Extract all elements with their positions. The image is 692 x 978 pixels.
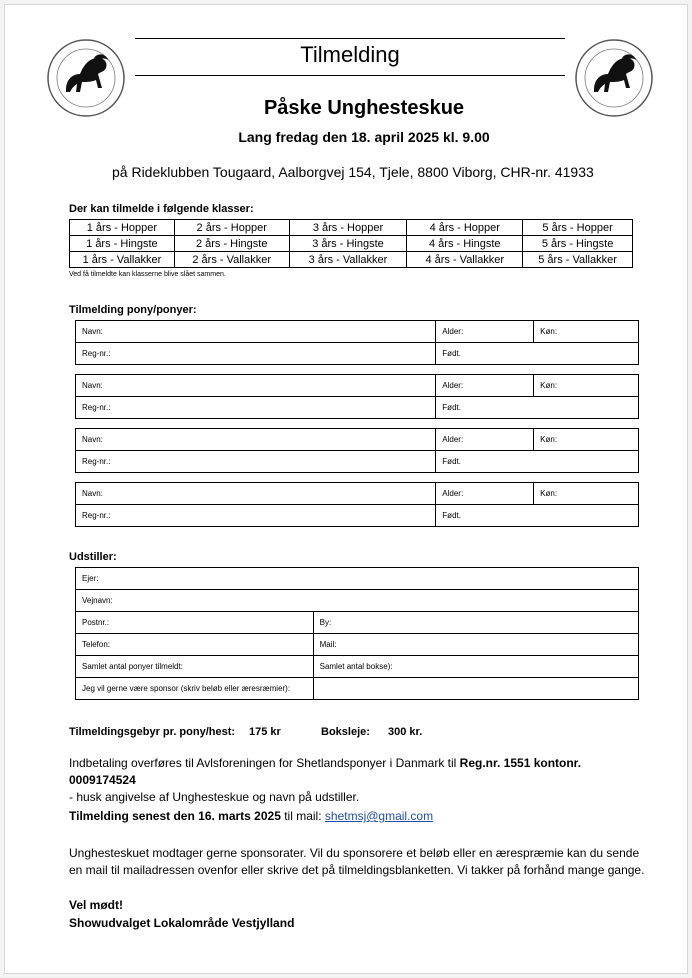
payment-text: Indbetaling overføres til Avlsforeningen for Shetlandsponyer i Danmark til Reg.nr. 1551 kontonr. 0009174524 - husk angivelse af Unghesteskue og navn på udstiller. xyxy=(69,756,582,804)
sponsor-paragraph: Unghesteskuet modtager gerne sponsorater. Vil du sponsorere et beløb eller en ærespræmie kan du sende en mail til mailadressen ovenfor eller skrive det på tilmeldingsblanketten. Vi takker på forhånd mange gange. xyxy=(69,846,645,877)
email-link[interactable]: shetmsj@gmail.com xyxy=(324,809,434,823)
class-cell: 2 års - Hingste xyxy=(174,236,289,252)
pony-sex-field[interactable]: Køn: xyxy=(534,321,639,343)
class-row xyxy=(70,236,633,252)
class-cell: 4 års - Hopper xyxy=(407,220,523,236)
total-boxes-field[interactable]: Samlet antal bokse): xyxy=(313,656,638,678)
box-value: 300 kr. xyxy=(388,726,423,738)
class-row xyxy=(70,252,633,268)
class-cell: 3 års - Hingste xyxy=(289,236,407,252)
mail-field[interactable]: Mail: xyxy=(313,634,638,656)
class-cell: 2 års - Vallakker xyxy=(174,252,289,268)
event-date: Lang fredag den 18. april 2025 kl. 9.00 xyxy=(238,129,490,145)
event-title: Påske Unghesteskue xyxy=(263,97,465,119)
pony-form-3 xyxy=(75,428,639,473)
pony-name-field[interactable]: Navn: xyxy=(76,429,436,451)
classes-heading: Der kan tilmelde i følgende klasser: xyxy=(69,203,254,215)
pony-born-field[interactable]: Født. xyxy=(436,397,639,419)
phone-field[interactable]: Telefon: xyxy=(76,634,314,656)
fee-value: 175 kr xyxy=(249,726,281,738)
class-row xyxy=(70,220,633,236)
pony-age-field[interactable]: Alder: xyxy=(436,321,534,343)
owner-field[interactable]: Ejer: xyxy=(76,568,639,590)
pony-age-field[interactable]: Alder: xyxy=(436,375,534,397)
pony-name-field[interactable]: Navn: xyxy=(76,375,436,397)
event-venue: på Rideklubben Tougaard, Aalborgvej 154, Tjele, 8800 Viborg, CHR-nr. 41933 xyxy=(112,164,594,180)
sponsor-field[interactable]: Jeg vil gerne være sponsor (skriv beløb eller æresræmier): xyxy=(76,678,314,700)
class-cell: 4 års - Hingste xyxy=(407,236,523,252)
pony-reg-field[interactable]: Reg-nr.: xyxy=(76,505,436,527)
exhibitor-heading: Udstiller: xyxy=(69,551,117,563)
bank-account: Reg.nr. 1551 kontonr. 0009174524 xyxy=(69,756,582,787)
class-cell: 3 års - Vallakker xyxy=(289,252,407,268)
class-cell: 4 års - Vallakker xyxy=(407,252,523,268)
pony-age-field[interactable]: Alder: xyxy=(436,483,534,505)
exhibitor-form xyxy=(75,567,639,700)
class-cell: 5 års - Hingste xyxy=(523,236,633,252)
pony-name-field[interactable]: Navn: xyxy=(76,483,436,505)
class-cell: 3 års - Hopper xyxy=(289,220,407,236)
class-cell: 1 års - Hingste xyxy=(70,236,175,252)
pony-name-field[interactable]: Navn: xyxy=(76,321,436,343)
closing-signature: Showudvalget Lokalområde Vestjylland xyxy=(69,916,295,930)
pony-born-field[interactable]: Født. xyxy=(436,343,639,365)
pony-form-1 xyxy=(75,320,639,365)
box-label: Boksleje: xyxy=(321,726,370,738)
fee-label: Tilmeldingsgebyr pr. pony/hest: xyxy=(69,726,236,738)
page-title: Tilmelding xyxy=(300,42,400,67)
pony-reg-field[interactable]: Reg-nr.: xyxy=(76,343,436,365)
class-cell: 5 års - Vallakker xyxy=(523,252,633,268)
road-field[interactable]: Vejnavn: xyxy=(76,590,639,612)
deadline-text: Tilmelding senest den 16. marts 2025 til mail: shetmsj@gmail.com xyxy=(69,809,434,823)
pony-heading: Tilmelding pony/ponyer: xyxy=(69,304,197,316)
pony-age-field[interactable]: Alder: xyxy=(436,429,534,451)
sponsor-value-field[interactable] xyxy=(313,678,638,700)
class-cell: 1 års - Hopper xyxy=(70,220,175,236)
city-field[interactable]: By: xyxy=(313,612,638,634)
classes-table xyxy=(69,219,633,268)
pony-sex-field[interactable]: Køn: xyxy=(534,429,639,451)
pony-sex-field[interactable]: Køn: xyxy=(534,483,639,505)
classes-note: Ved få tilmeldte kan klasserne blive slået sammen. xyxy=(69,271,226,278)
total-ponies-field[interactable]: Samlet antal ponyer tilmeldt: xyxy=(76,656,314,678)
pony-reg-field[interactable]: Reg-nr.: xyxy=(76,397,436,419)
class-cell: 5 års - Hopper xyxy=(523,220,633,236)
pony-reg-field[interactable]: Reg-nr.: xyxy=(76,451,436,473)
class-cell: 2 års - Hopper xyxy=(174,220,289,236)
closing-greeting: Vel mødt! xyxy=(69,898,124,912)
postal-field[interactable]: Postnr.: xyxy=(76,612,314,634)
pony-sex-field[interactable]: Køn: xyxy=(534,375,639,397)
pony-form-4 xyxy=(75,482,639,527)
pony-born-field[interactable]: Født. xyxy=(436,505,639,527)
pony-born-field[interactable]: Født. xyxy=(436,451,639,473)
pony-form-2 xyxy=(75,374,639,419)
class-cell: 1 års - Vallakker xyxy=(70,252,175,268)
